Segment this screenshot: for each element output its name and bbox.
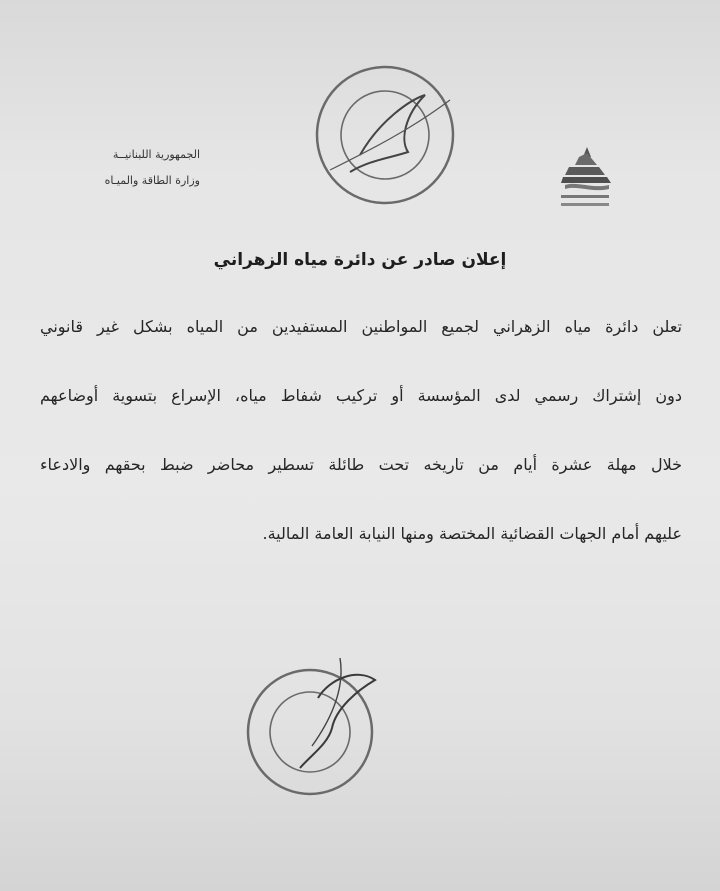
announcement-title: إعلان صادر عن دائرة مياه الزهراني [213, 250, 507, 270]
body-line-4: عليهم أمام الجهات القضائية المختصة ومنها النيابة العامة المالية. [262, 524, 682, 543]
country-name: الجمهورية اللبنانيــة [112, 148, 200, 161]
body-line-2: دون إشتراك رسمي لدى المؤسسة أو تركيب شفاط مياه، الإسراع بتسوية أوضاعهم [40, 386, 682, 405]
body-line-1: تعلن دائرة مياه الزهراني لجميع المواطنين المستفيدين من المياه بشكل غير قانوني [40, 317, 682, 336]
ministry-name: وزارة الطاقة والميـاه [104, 174, 200, 187]
water-establishment-logo-icon [553, 145, 617, 217]
announcement-body [40, 292, 682, 568]
official-stamp-bottom [240, 658, 380, 798]
body-line-3: خلال مهلة عشرة أيام من تاريخه تحت طائلة تسطير محاضر ضبط بحقهم والادعاء [40, 455, 682, 474]
letterhead [20, 142, 200, 194]
official-stamp-top [310, 60, 460, 210]
